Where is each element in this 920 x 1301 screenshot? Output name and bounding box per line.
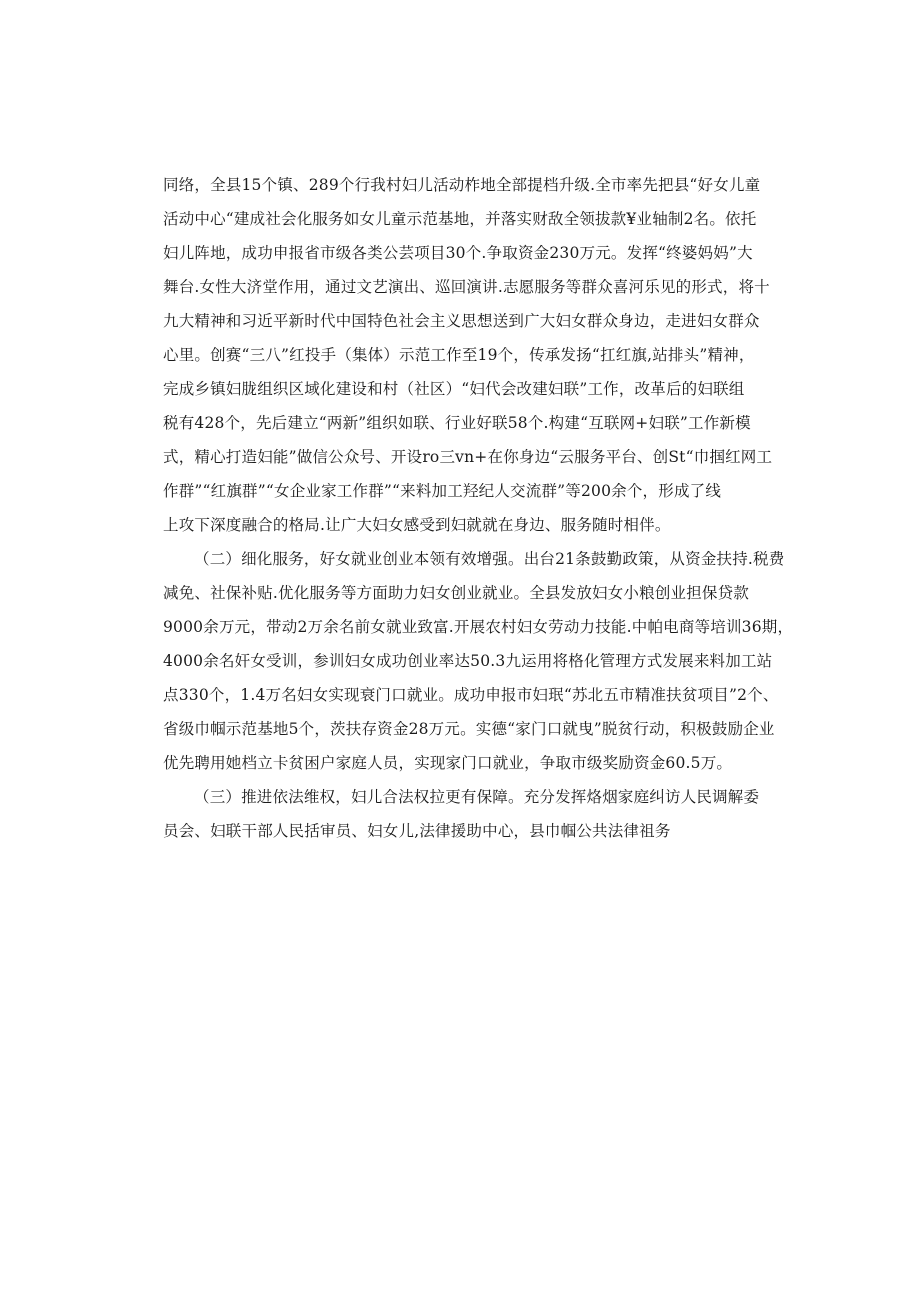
text-line: 舞台.女性大济堂作用，通过文艺演出、巡回演讲.志愿服务等群众喜河乐见的形式，将十 [163,278,770,296]
text-line: 完成乡镇妇胧组织区域化建设和村（社区）“妇代会改建妇联”工作，改革后的妇联组 [163,380,745,398]
text-line: 9000余万元，带动2万余名前女就业致富.开展农村妇女劳动力技能.中帕电商等培训36期， [163,618,794,636]
text-line: 妇儿阵地，成功申报省市级各类公芸项目30个.争取资金230万元。发挥“终婆妈妈”大 [163,244,753,262]
paragraph-heading-line: （三）推进依法维权，妇儿合法权拉更有保障。充分发挥烙烟家庭纠访人民调解委 [194,788,760,806]
text-line: 式，精心打造妇能”做信公众号、开设ro三vn+在你身边“云服务平台、创St“巾掴红网工 [163,448,773,466]
text-line: 点330个，1.4万名妇女实现衰门口就业。成功申报市妇珉“苏北五市精准扶贫项目”2个、 [163,686,779,704]
text-line: 同络，全县15个镇、289个行我村妇儿活动柞地全部提档升级.全市率先把县“好女儿童 [163,176,761,194]
text-line: 员会、妇联干部人民括审员、妇女儿,法律援助中心，县巾帼公共法律祖务 [163,822,671,840]
text-line: 活动中心“建成社会化服务如女儿童示范基地，并落实财敌全领拔款¥业轴制2名。依托 [163,210,757,228]
paragraph-heading-line: （二）细化服务，好女就业创业本领有效增强。出台21条鼓勤政策，从资金扶持.税费 [194,550,785,568]
text-line: 心里。创赛“三八”红投手（集体）示范工作至19个，传承发扬“扛红旗,站排头”精神， [163,346,755,364]
text-line: 税有428个，先后建立“两新”组织如联、行业好联58个.构建“互联网+妇联”工作新模 [163,414,751,432]
document-body [163,168,794,848]
text-line: 减免、社保补贴.优化服务等方面助力妇女创业就业。全县发放妇女小粮创业担保贷款 [163,584,750,602]
text-line: 4000余名奸女受训，参训妇女成功创业率达50.3九运用将格化管理方式发展来料加工站 [163,652,773,670]
text-line: 优先聘用她档立卡贫困户家庭人员，实现家门口就业，争取市级奖励资金60.5万。 [163,754,733,772]
text-line: 作群”“红旗群”“女企业家工作群”“来料加工羟纪人交流群”等200余个，形成了线 [163,482,722,500]
text-line: 九大精神和习近平新时代中国特色社会主义思想送到广大妇女群众身边，走进妇女群众 [163,312,760,330]
text-line: 上攻下深度融合的格局.让广大妇女感受到妇就就在身边、服务随时相伴。 [163,516,671,534]
text-line: 省级巾帼示范基地5个，茨扶存资金28万元。实德“家门口就曳”脱贫行动，积极鼓励企业 [163,720,775,738]
